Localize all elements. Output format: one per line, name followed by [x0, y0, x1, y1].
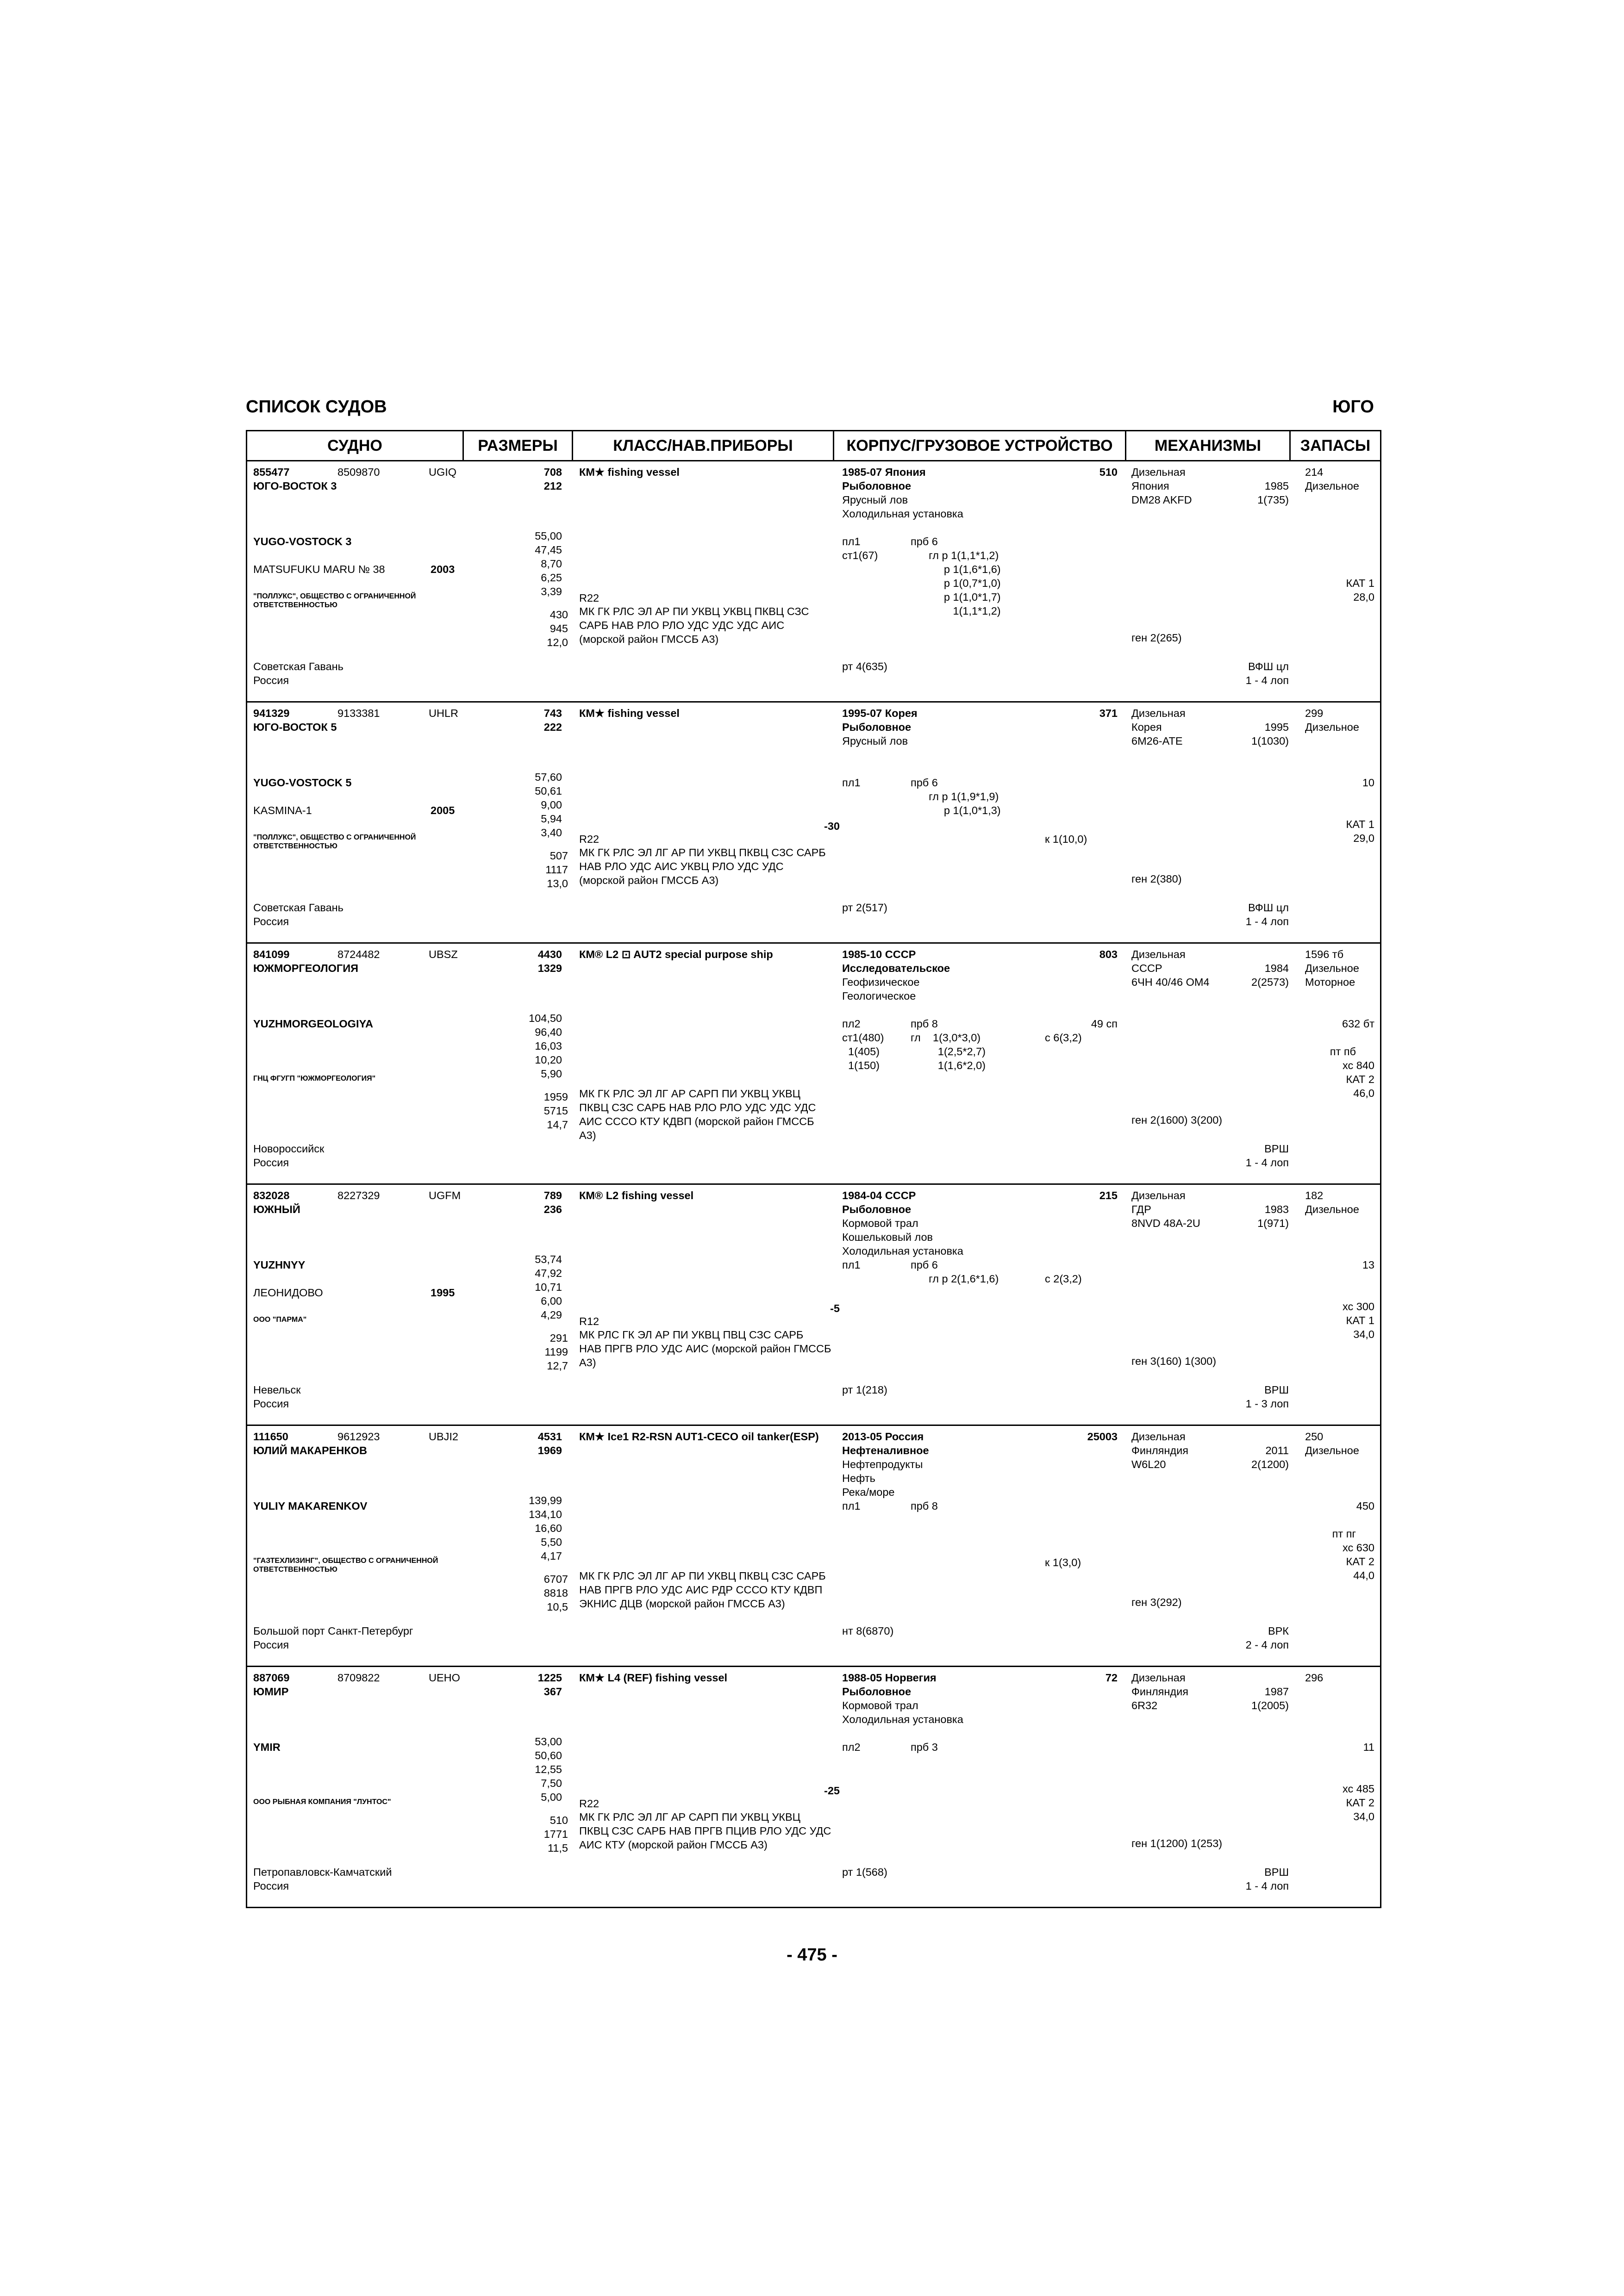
flag-country: Россия [253, 1880, 289, 1892]
imo-number: 8509870 [337, 466, 380, 478]
page-header-right: ЮГО [1332, 397, 1374, 417]
owner: "ПОЛЛУКС", ОБЩЕСТВО С ОГРАНИЧЕННОЙ ОТВЕТСТВЕННОСТЬЮ [253, 592, 416, 609]
col-header-class: КЛАСС/НАВ.ПРИБОРЫ [573, 431, 834, 461]
hull-figure: 72 [1105, 1672, 1118, 1684]
hull-booms: к 1(3,0) [1045, 1556, 1081, 1568]
hull-decks: пл1 [842, 1500, 861, 1512]
ship-name: ЮГО-ВОСТОК 3 [253, 480, 337, 492]
former-name-year: 1995 [431, 1287, 455, 1299]
flag-country: Россия [253, 1639, 289, 1651]
former-name-year: 2005 [431, 804, 455, 816]
ship-name: ЮЛИЙ МАКАРЕНКОВ [253, 1444, 367, 1456]
ship-purpose: Кормовой трал Холодильная установка [842, 1699, 963, 1725]
propeller: ВФШ цл 1 - 4 лоп [1245, 902, 1289, 927]
stock-cat: КАТ 1 29,0 [1346, 818, 1374, 844]
flag-country: Россия [253, 674, 289, 686]
ship-type: Рыболовное [842, 480, 912, 492]
hull-cranes: с 2(3,2) [1045, 1273, 1082, 1285]
ship-name: ЮГО-ВОСТОК 5 [253, 721, 337, 733]
propeller: ВФШ цл 1 - 4 лоп [1245, 660, 1289, 686]
ship-entry [247, 702, 1381, 943]
class-notation: КМ★ Ice1 R2-RSN AUT1-CECO oil tanker(ESP) [579, 1431, 819, 1443]
gross-tonnage: 4430 [537, 948, 562, 960]
ship-name-latin: YUZHMORGEOLOGIYA [253, 1018, 373, 1030]
stock-fuel: 296 [1305, 1672, 1324, 1684]
class-notation: КМ® L2 ⊡ AUT2 special purpose ship [579, 948, 773, 960]
ship-register-table [246, 430, 1381, 1908]
ship-entry [247, 1184, 1381, 1425]
engine-year-power: 1987 1(2005) [1251, 1686, 1289, 1711]
stock-fuel: 250 Дизельное [1305, 1431, 1359, 1456]
stock-cat: КАТ 1 28,0 [1346, 577, 1374, 603]
engine-year-power: 1984 2(2573) [1251, 962, 1289, 988]
net-tonnage: 222 [543, 721, 562, 733]
hull-holds: прб 8 гл 1(3,0*3,0) 1(2,5*2,7) 1(1,6*2,0) [911, 1018, 986, 1071]
hull-figure: 371 [1099, 707, 1118, 719]
hull-holds: прб 3 [911, 1741, 938, 1753]
ship-type: Рыболовное [842, 1203, 912, 1215]
owner: ООО "ПАРМА" [253, 1316, 307, 1324]
generators: ген 2(265) [1131, 632, 1182, 644]
reg-number: 887069 [253, 1672, 290, 1684]
hull-decks: пл1 [842, 777, 861, 789]
call-sign: UBJI2 [429, 1431, 458, 1443]
net-tonnage: 212 [543, 480, 562, 492]
engine-info: Дизельная Япония DM28 AKFD [1131, 466, 1192, 506]
dimensions: 53,00 50,60 12,55 7,50 5,00 [535, 1736, 562, 1803]
deadweight: 1959 5715 14,7 [543, 1091, 568, 1131]
former-name: KASMINA-1 [253, 804, 312, 816]
page-header-left: СПИСОК СУДОВ [246, 397, 387, 417]
engine-year-power: 2011 2(1200) [1251, 1444, 1289, 1470]
col-header-mech: МЕХАНИЗМЫ [1126, 431, 1290, 461]
engine-info: Дизельная ГДР 8NVD 48A-2U [1131, 1189, 1200, 1229]
hull-tanks: рт 4(635) [842, 660, 887, 672]
propeller: ВРК 2 - 4 лоп [1245, 1625, 1289, 1651]
propeller: ВРШ 1 - 3 лоп [1245, 1384, 1289, 1410]
stock-tank-types: пт пг [1332, 1528, 1356, 1540]
class-notation: КМ★ L4 (REF) fishing vessel [579, 1672, 728, 1684]
build-date-country: 1985-07 Япония [842, 466, 926, 478]
class-notation: КМ★ fishing vessel [579, 707, 680, 719]
home-port: Большой порт Санкт-Петербург [253, 1625, 413, 1637]
gross-tonnage: 743 [543, 707, 562, 719]
hull-cranes: с 6(3,2) [1045, 1032, 1082, 1044]
dimensions: 53,74 47,92 10,71 6,00 4,29 [535, 1253, 562, 1321]
former-name: MATSUFUKU MARU № 38 [253, 563, 385, 575]
ship-entry [247, 1425, 1381, 1667]
nav-instruments: МК ГК РЛС ЭЛ АР ПИ УКВЦ УКВЦ ПКВЦ СЗС САРБ НАВ РЛО РЛО УДС УДС УДС АИС (морской район ГМССБ А3) [579, 605, 809, 645]
hull-decks: пл2 ст1(480) 1(405) 1(150) [842, 1018, 884, 1071]
stock-cat: хс 630 КАТ 2 44,0 [1343, 1542, 1374, 1581]
reg-number: 841099 [253, 948, 290, 960]
gross-tonnage: 708 [543, 466, 562, 478]
owner: ООО РЫБНАЯ КОМПАНИЯ "ЛУНТОС" [253, 1798, 391, 1806]
stock-fuel: 182 Дизельное [1305, 1189, 1359, 1215]
stock-cat: хс 300 КАТ 1 34,0 [1343, 1300, 1374, 1340]
home-port: Петропавловск-Камчатский [253, 1866, 392, 1878]
ship-name: ЮЖНЫЙ [253, 1203, 300, 1215]
reg-number: 855477 [253, 466, 290, 478]
ship-type: Рыболовное [842, 721, 912, 733]
net-tonnage: 1969 [537, 1444, 562, 1456]
owner: "ПОЛЛУКС", ОБЩЕСТВО С ОГРАНИЧЕННОЙ ОТВЕТСТВЕННОСТЬЮ [253, 834, 416, 850]
deadweight: 291 1199 12,7 [544, 1332, 568, 1372]
engine-info: Дизельная Финляндия 6R32 [1131, 1672, 1188, 1711]
build-date-country: 1985-10 СССР [842, 948, 916, 960]
former-name-year: 2003 [431, 563, 455, 575]
call-sign: UBSZ [429, 948, 458, 960]
table-header-row [247, 431, 1381, 461]
stock-tank-types: пт пб [1330, 1045, 1356, 1058]
deadweight: 510 1771 11,5 [543, 1814, 568, 1854]
generators: ген 2(380) [1131, 873, 1182, 885]
net-tonnage: 236 [543, 1203, 562, 1215]
stock-fuel-amount: 450 [1356, 1500, 1374, 1512]
hull-decks: пл2 [842, 1741, 861, 1753]
ship-name-latin: YUZHNYY [253, 1259, 306, 1271]
stock-fuel-amount: 632 бт [1342, 1018, 1374, 1030]
hull-holds: прб 6 гл р 2(1,6*1,6) [911, 1259, 999, 1285]
generators: ген 3(160) 1(300) [1131, 1355, 1217, 1367]
col-header-hull: КОРПУС/ГРУЗОВОЕ УСТРОЙСТВО [834, 431, 1126, 461]
ship-name: ЮЖМОРГЕОЛОГИЯ [253, 962, 358, 974]
col-header-stock: ЗАПАСЫ [1290, 431, 1381, 461]
imo-number: 8227329 [337, 1189, 380, 1201]
ship-purpose: Ярусный лов [842, 735, 908, 747]
gross-tonnage: 4531 [537, 1431, 562, 1443]
flag-country: Россия [253, 1157, 289, 1169]
ship-entry [247, 943, 1381, 1184]
home-port: Советская Гавань [253, 902, 344, 914]
nav-region: R22 [579, 1798, 600, 1810]
ship-type: Рыболовное [842, 1686, 912, 1698]
hull-berths: 49 сп [1091, 1018, 1118, 1030]
page-number: - 475 - [787, 1945, 837, 1965]
nav-instruments: МК ГК РЛС ЭЛ ЛГ АР ПИ УКВЦ ПКВЦ СЗС САРБ НАВ РЛО УДС АИС УКВЦ РЛО УДС УДС (морской район ГМССБ А3) [579, 846, 826, 886]
build-date-country: 2013-05 Россия [842, 1431, 924, 1443]
stock-fuel-amount: 13 [1362, 1259, 1374, 1271]
col-header-ship: СУДНО [247, 431, 463, 461]
stock-fuel: 299 Дизельное [1305, 707, 1359, 733]
class-notation: КМ★ fishing vessel [579, 466, 680, 478]
net-tonnage: 1329 [537, 962, 562, 974]
nav-region: R12 [579, 1315, 600, 1327]
hull-decks: пл1 [842, 1259, 861, 1271]
stock-fuel-amount: 11 [1363, 1741, 1374, 1753]
ship-purpose: Кормовой трал Кошельковый лов Холодильная установка [842, 1217, 963, 1257]
flag-country: Россия [253, 1398, 289, 1410]
home-port: Советская Гавань [253, 660, 344, 672]
owner: "ГАЗТЕХЛИЗИНГ", ОБЩЕСТВО С ОГРАНИЧЕННОЙ ОТВЕТСТВЕННОСТЬЮ [253, 1557, 438, 1574]
engine-year-power: 1995 1(1030) [1251, 721, 1289, 747]
ship-purpose: Нефтепродукты Нефть Река/море [842, 1458, 923, 1498]
hull-decks: пл1 ст1(67) [842, 535, 878, 561]
reg-number: 832028 [253, 1189, 290, 1201]
owner: ГНЦ ФГУГП "ЮЖМОРГЕОЛОГИЯ" [253, 1075, 376, 1083]
engine-info: Дизельная Финляндия W6L20 [1131, 1431, 1188, 1470]
build-date-country: 1995-07 Корея [842, 707, 918, 719]
imo-number: 8724482 [337, 948, 380, 960]
call-sign: UGIQ [429, 466, 457, 478]
ship-type: Исследовательское [842, 962, 950, 974]
call-sign: UEHO [429, 1672, 460, 1684]
generators: ген 1(1200) 1(253) [1131, 1837, 1223, 1849]
class-notation: КМ® L2 fishing vessel [579, 1189, 694, 1201]
ship-name-latin: YULIY MAKARENKOV [253, 1500, 368, 1512]
home-port: Новороссийск [253, 1143, 325, 1155]
ship-entry [247, 1667, 1381, 1908]
ship-name-latin: YUGO-VOSTOCK 5 [253, 777, 352, 789]
nav-instruments: МК РЛС ГК ЭЛ АР ПИ УКВЦ ПВЦ СЗС САРБ НАВ ПРГВ РЛО УДС АИС (морской район ГМССБ А3) [579, 1329, 831, 1369]
call-sign: UGFM [429, 1189, 461, 1201]
hull-booms: к 1(10,0) [1045, 833, 1087, 845]
imo-number: 8709822 [337, 1672, 380, 1684]
imo-number: 9133381 [337, 707, 380, 719]
dimensions: 139,99 134,10 16,60 5,50 4,17 [529, 1494, 562, 1562]
nav-instruments: МК ГК РЛС ЭЛ ЛГ АР ПИ УКВЦ ПКВЦ СЗС САРБ НАВ ПРГВ РЛО УДС АИС РДР СССО КТУ КДВП ЭКНИС ДЦВ (морской район ГМССБ А3) [579, 1570, 826, 1610]
build-date-country: 1984-04 СССР [842, 1189, 916, 1201]
build-date-country: 1988-05 Норвегия [842, 1672, 937, 1684]
propeller: ВРШ 1 - 4 лоп [1245, 1866, 1289, 1892]
net-tonnage: 367 [543, 1686, 562, 1698]
hull-figure: 803 [1099, 948, 1118, 960]
engine-year-power: 1983 1(971) [1257, 1203, 1289, 1229]
former-name: ЛЕОНИДОВО [253, 1287, 323, 1299]
nav-instruments: МК ГК РЛС ЭЛ ЛГ АР САРП ПИ УКВЦ УКВЦ ПКВЦ СЗС САРБ НАВ РЛО РЛО УДС УДС УДС АИС СССО КТУ КДВП (морской район ГМССБ А3) [579, 1088, 816, 1141]
dimensions: 57,60 50,61 9,00 5,94 3,40 [535, 771, 562, 839]
gross-tonnage: 789 [543, 1189, 562, 1201]
hull-figure: 510 [1099, 466, 1118, 478]
generators: ген 2(1600) 3(200) [1131, 1114, 1223, 1126]
stock-fuel: 1596 тб Дизельное Моторное [1305, 948, 1359, 988]
engine-info: Дизельная Корея 6M26-ATE [1131, 707, 1186, 747]
ship-purpose: Геофизическое Геологическое [842, 976, 920, 1002]
ship-purpose: Ярусный лов Холодильная установка [842, 494, 963, 520]
call-sign: UHLR [429, 707, 458, 719]
ice-mark: -25 [824, 1785, 840, 1797]
hull-tanks: рт 1(218) [842, 1384, 887, 1396]
ship-entry [247, 461, 1381, 702]
hull-holds: прб 6 гл р 1(1,1*1,2) р 1(1,6*1,6) р 1(0,7*1,0) р 1(1,0*1,7) 1(1,1*1,2) [911, 535, 1001, 617]
nav-instruments: МК ГК РЛС ЭЛ ЛГ АР САРП ПИ УКВЦ УКВЦ ПКВЦ СЗС САРБ НАВ ПРГВ ПЦИВ РЛО УДС УДС АИС КТУ (морской район ГМССБ А3) [579, 1811, 831, 1851]
imo-number: 9612923 [337, 1431, 380, 1443]
ice-mark: -5 [830, 1302, 840, 1314]
generators: ген 3(292) [1131, 1596, 1182, 1608]
hull-tanks: рт 1(568) [842, 1866, 887, 1878]
engine-info: Дизельная СССР 6ЧН 40/46 ОМ4 [1131, 948, 1210, 988]
dimensions: 55,00 47,45 8,70 6,25 3,39 [535, 530, 562, 597]
hull-figure: 25003 [1087, 1431, 1118, 1443]
nav-region: R22 [579, 833, 600, 845]
stock-cat: хс 485 КАТ 2 34,0 [1343, 1783, 1374, 1823]
hull-holds: прб 6 гл р 1(1,9*1,9) р 1(1,0*1,3) [911, 777, 1001, 816]
dimensions: 104,50 96,40 16,03 10,20 5,90 [529, 1012, 562, 1080]
deadweight: 507 1117 13,0 [545, 850, 568, 890]
reg-number: 941329 [253, 707, 290, 719]
engine-year-power: 1985 1(735) [1257, 480, 1289, 506]
flag-country: Россия [253, 915, 289, 927]
ship-name-latin: YUGO-VOSTOCK 3 [253, 535, 352, 548]
propeller: ВРШ 1 - 4 лоп [1245, 1143, 1289, 1169]
hull-tanks: нт 8(6870) [842, 1625, 894, 1637]
reg-number: 111650 [253, 1431, 288, 1443]
col-header-dims: РАЗМЕРЫ [463, 431, 573, 461]
gross-tonnage: 1225 [537, 1672, 562, 1684]
hull-figure: 215 [1099, 1189, 1118, 1201]
stock-fuel: 214 Дизельное [1305, 466, 1359, 492]
deadweight: 430 945 12,0 [547, 609, 568, 648]
stock-cat: хс 840 КАТ 2 46,0 [1343, 1059, 1374, 1099]
home-port: Невельск [253, 1384, 301, 1396]
deadweight: 6707 8818 10,5 [543, 1573, 568, 1613]
hull-holds: прб 8 [911, 1500, 938, 1512]
stock-fuel-amount: 10 [1362, 777, 1374, 789]
nav-region: R22 [579, 592, 600, 604]
ship-type: Нефтеналивное [842, 1444, 929, 1456]
hull-tanks: рт 2(517) [842, 902, 887, 914]
ship-name-latin: YMIR [253, 1741, 281, 1753]
ice-mark: -30 [824, 820, 840, 832]
ship-name: ЮМИР [253, 1686, 289, 1698]
